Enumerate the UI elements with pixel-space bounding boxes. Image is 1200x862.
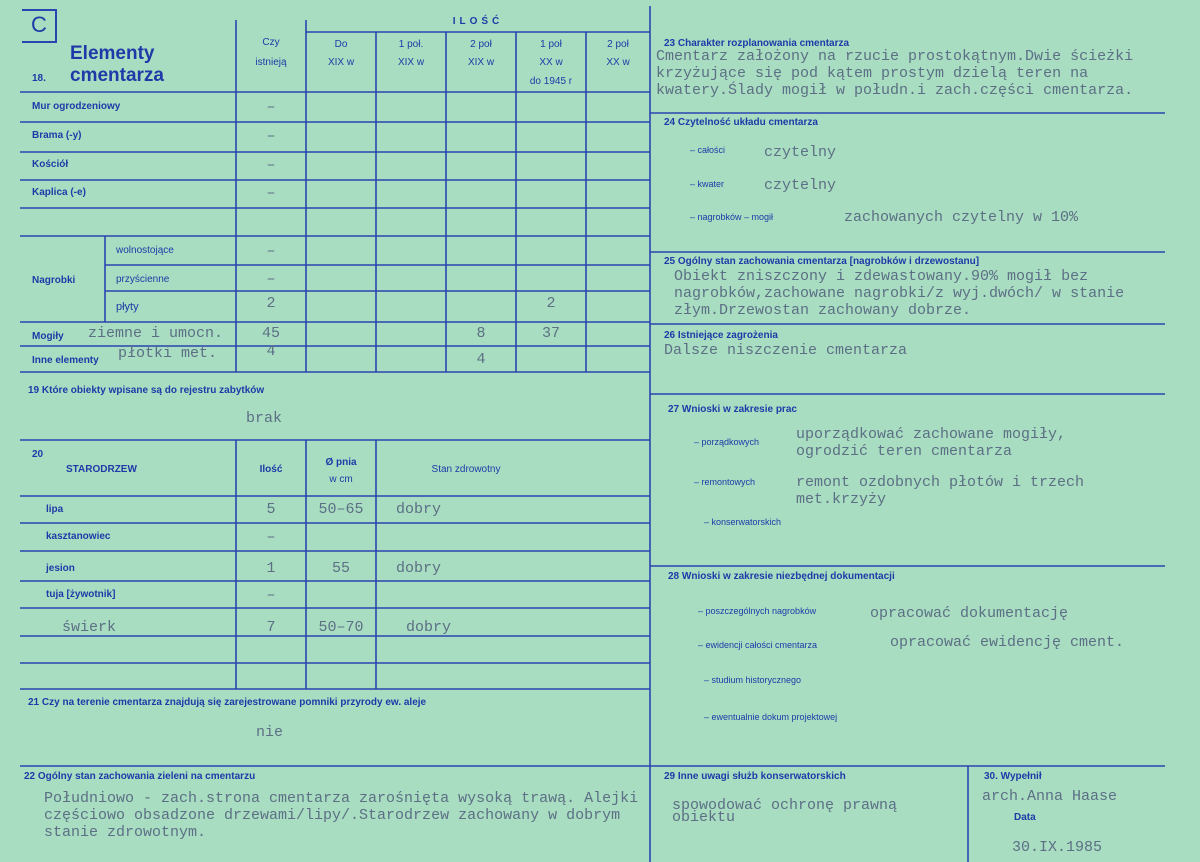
s22-value: Południowo - zach.strona cmentarza zarośnięta wysoką trawą. Alejki częściowo obsadzone drzewami/lipy/.Starodrzew zachowany w dobrym stanie zdrowotnym. [44,790,639,841]
s24-label: 24 Czytelność układu cmentarza [664,117,818,128]
row-number: 18. [32,73,46,84]
s29-label: 29 Inne uwagi służb konserwatorskich [664,771,846,782]
s20-col-dia-line1: Ø pnia [325,457,357,468]
tree-row-name: jesion [46,563,75,574]
s24-kwater-label: – kwater [690,179,725,189]
elements-title-line2: cmentarza [70,65,164,86]
s28-ewid-label: – ewidencji całości cmentarza [698,640,818,650]
tree-row-dia: 50–65 [318,501,364,518]
s26-label: 26 Istniejące zagrożenia [664,330,778,341]
elements-title-line1: Elementy [70,43,155,64]
row-exists-kaplica: – [266,185,276,202]
row-exists-wolnostojace: – [266,243,276,260]
s29-value: spowodować ochronę prawną obiektu [672,797,898,826]
quantity-header: ILOŚĆ [452,16,504,27]
period-col-4-line1: 1 poł [540,39,562,50]
s28-projekt-label: – ewentualnie dokum projektowej [704,712,838,722]
row-exists-przyscienne: – [266,271,276,288]
row-label-kaplica: Kaplica (-e) [32,187,86,198]
s24-calosci-label: – całości [690,145,726,155]
period-col-3-line1: 2 poł [470,39,492,50]
s24-nagrobkow-label: – nagrobków – mogił [690,212,774,222]
row-exists-plyty: 2 [266,295,276,312]
row-exists-inne: 4 [266,343,276,360]
tree-row-name: kasztanowiec [46,531,111,542]
s25-label: 25 Ogólny stan zachowania cmentarza [nagrobków i drzewostanu] [664,256,980,267]
tree-row-qty: 7 [266,619,276,636]
row-exists-mogily: 45 [261,325,280,342]
row-exists-mur: – [266,99,276,116]
s28-nagr-value: opracować dokumentację [870,605,1069,622]
s28-nagr-label: – poszczególnych nagrobków [698,606,817,616]
tree-row-dia: 55 [331,560,350,577]
s20-number: 20 [32,449,44,460]
tree-row-name: tuja [żywotnik] [46,589,116,600]
row-exists-kosciol: – [266,157,276,174]
s20-col-name: STARODRZEW [66,464,137,475]
s26-value: Dalsze niszczenie cmentarza [664,342,908,359]
period-col-3-line2: XIX w [467,57,495,68]
row-label-wolnostojace: wolnostojące [116,245,174,256]
tree-row-name: lipa [46,504,64,515]
period-col-1-line2: XIX w [327,57,355,68]
row-label-brama: Brama (-y) [32,130,82,141]
s21-label: 21 Czy na terenie cmentarza znajdują się zarejestrowane pomniki przyrody ew. aleje [28,697,427,708]
s23-label: 23 Charakter rozplanowania cmentarza [664,38,850,49]
tree-row-health: dobry [406,619,452,636]
s25-value: Obiekt zniszczony i zdewastowany.90% mogił bez nagrobków,zachowane nagrobki/z wyj.dwóch/ w stanie złym.Drzewostan zachowany dobrze. [674,268,1125,319]
s19-label: 19 Które obiekty wpisane są do rejestru zabytków [28,385,265,396]
s24-calosci-value: czytelny [764,144,837,161]
s20-col-dia-line2: w cm [329,474,353,485]
corner-mark: C [31,12,47,37]
s30-date-label: Data [1014,812,1036,823]
s28-label: 28 Wnioski w zakresie niezbędnej dokumentacji [668,571,895,582]
period-col-5-line2: XX w [606,57,630,68]
period-col-5-line1: 2 poł [607,39,629,50]
row-label-nagrobki: Nagrobki [32,275,76,286]
tree-row-health: dobry [396,560,442,577]
row-note-inne: płotki met. [118,345,218,362]
row-p3-inne: 4 [476,351,486,368]
s20-col-qty: Ilość [259,464,283,475]
row-label-mogily: Mogiły [32,331,64,342]
s24-kwater-value: czytelny [764,177,837,194]
tree-row-qty: 1 [266,560,276,577]
s30-label: 30. Wypełnił [984,771,1042,782]
s24-nagrobkow-value: zachowanych czytelny w 10% [844,209,1079,226]
period-col-2-line1: 1 poł. [398,39,424,50]
period-col-2-line2: XIX w [397,57,425,68]
s27-porz-label: – porządkowych [694,437,760,447]
tree-row-qty: 5 [266,501,276,518]
period-col-4-line2: XX w [539,57,563,68]
tree-row-dia: 50–70 [318,619,364,636]
row-p4-plyty: 2 [546,295,556,312]
row-label-mur: Mur ogrodzeniowy [32,101,121,112]
tree-row-name: świerk [62,619,117,636]
s27-label: 27 Wnioski w zakresie prac [668,404,797,415]
s27-remont-value: remont ozdobnych płotów i trzech met.krzyży [796,474,1085,508]
row-label-przyscienne: przyścienne [116,274,170,285]
col-exists-line2: istnieją [255,57,287,68]
tree-row-qty: – [266,587,276,604]
row-label-kosciol: Kościół [32,159,69,170]
s28-studium-label: – studium historycznego [704,675,802,685]
period-col-4-line3: do 1945 r [529,76,573,87]
s27-konserw-label: – konserwatorskich [704,517,782,527]
row-label-inne: Inne elementy [32,355,99,366]
tree-row-health: dobry [396,501,442,518]
s21-value: nie [256,724,284,741]
row-p3-mogily: 8 [476,325,486,342]
s30-date-value: 30.IX.1985 [1012,839,1103,856]
col-exists-line1: Czy [262,37,280,48]
row-label-plyty: płyty [116,301,139,313]
s22-label: 22 Ogólny stan zachowania zieleni na cmentarzu [24,771,256,782]
period-col-1-line1: Do [334,39,348,50]
s27-remont-label: – remontowych [694,477,756,487]
row-note-mogily: ziemne i umocn. [88,325,224,342]
s23-value: Cmentarz założony na rzucie prostokątnym.Dwie ścieżki krzyżujące się pod kątem prostym dzielą teren na kwatery.Ślady mogił w połudn.i zach.części cmentarza. [656,48,1134,99]
row-exists-brama: – [266,128,276,145]
s19-value: brak [246,410,283,427]
s30-value: arch.Anna Haase [982,788,1118,805]
s28-ewid-value: opracować ewidencję cment. [890,634,1125,651]
row-p4-mogily: 37 [541,325,560,342]
tree-row-qty: – [266,529,276,546]
s27-porz-value: uporządkować zachowane mogiły, ogrodzić teren cmentarza [796,426,1067,460]
s20-col-health: Stan zdrowotny [431,464,501,475]
